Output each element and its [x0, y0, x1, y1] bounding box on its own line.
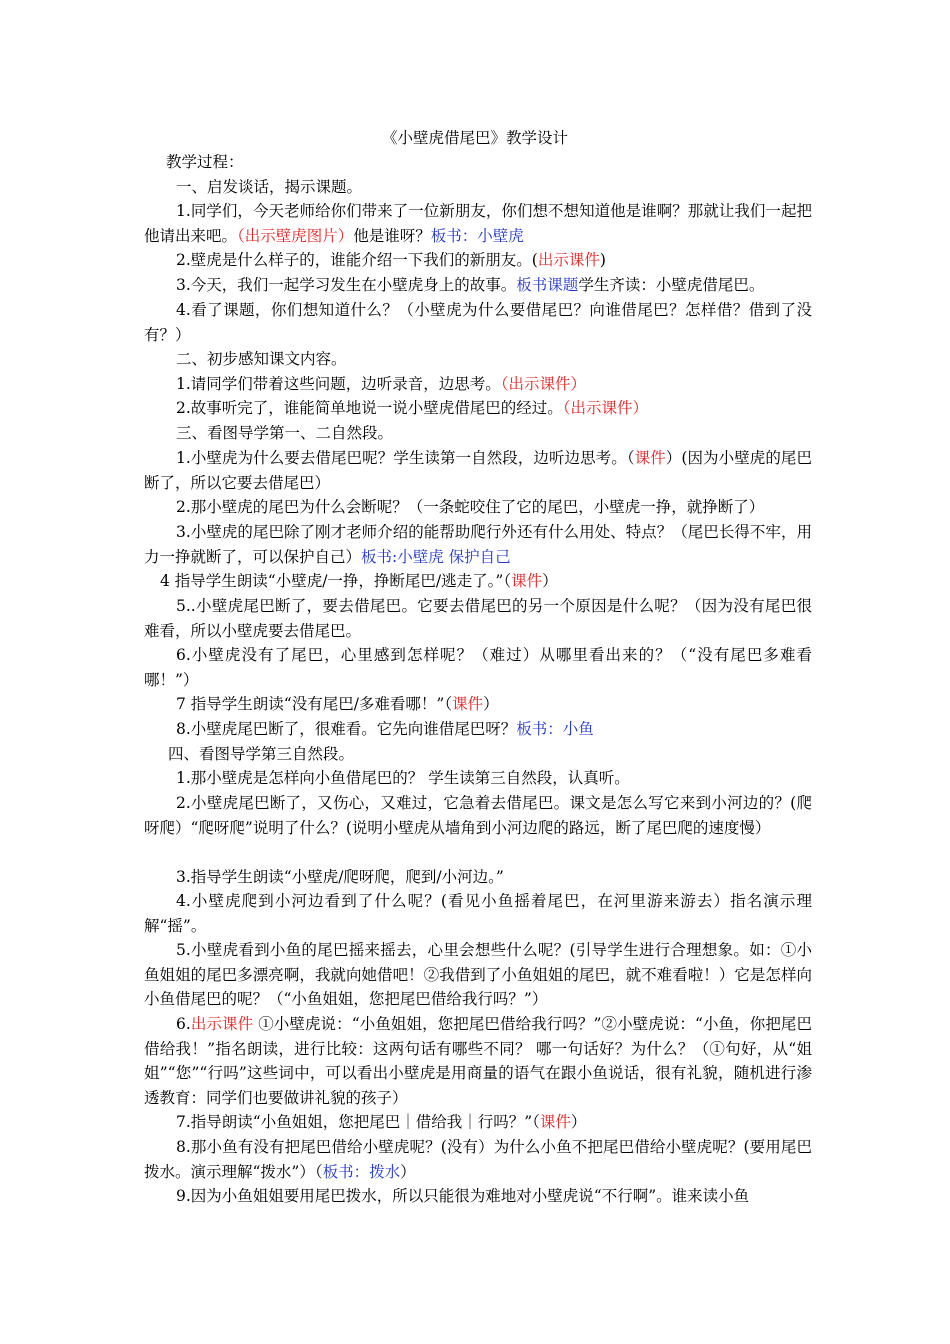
blackboard-note: 板书：小壁虎	[430, 226, 524, 245]
section-heading-3: 三、看图导学第一、二自然段。	[176, 424, 394, 442]
section-heading-1: 一、启发谈话，揭示课题。	[176, 178, 363, 196]
document-title: 《小壁虎借尾巴》教学设计	[381, 129, 568, 147]
blackboard-note: 板书:小壁虎 保护自己	[361, 547, 511, 566]
text-run: 3.今天，我们一起学习发生在小壁虎身上的故事。	[176, 276, 517, 294]
paragraph-1-3	[144, 273, 812, 298]
text-run: 1.小壁虎为什么要去借尾巴呢？学生读第一自然段，边听边思考。（	[176, 449, 635, 467]
red-annotation: 课件	[511, 572, 543, 590]
paragraph-3-4	[144, 569, 812, 594]
blackboard-note: 板书：小鱼	[516, 720, 594, 738]
paragraph-3-8	[144, 717, 812, 742]
text-run: 1.请同学们带着这些问题，边听录音，边思考。	[176, 375, 501, 393]
section-heading-4: 四、看图导学第三自然段。	[168, 745, 355, 763]
paragraph-3-1	[144, 446, 812, 495]
text-run: )	[599, 251, 606, 269]
process-heading: 教学过程：	[166, 153, 244, 171]
paragraph-2-2	[144, 396, 812, 421]
text-run: 7.指导朗读“小鱼姐姐，您把尾巴｜借给我｜行吗？”（	[176, 1113, 540, 1131]
paragraph-1-2	[144, 248, 812, 273]
paragraph-1-1	[144, 199, 812, 248]
section-heading-2: 二、初步感知课文内容。	[176, 350, 347, 368]
text-run: 7 指导学生朗读“没有尾巴/多难看哪！”（	[176, 695, 453, 713]
text-run: 8.那小鱼有没有把尾巴借给小壁虎呢？(没有）为什么小鱼不把尾巴借给小壁虎呢？(要用尾巴拨水。演示理解“拨水”）（	[144, 1138, 812, 1181]
paragraph-4-8	[144, 1135, 812, 1184]
paragraph-4-1: 1.那小壁虎是怎样向小鱼借尾巴的？ 学生读第三自然段，认真听。	[176, 769, 630, 787]
paragraph-3-5: 5..小壁虎尾巴断了，要去借尾巴。它要去借尾巴的另一个原因是什么呢？（因为没有尾巴很难看，所以小壁虎要去借尾巴。	[144, 597, 812, 640]
red-annotation: （出示课件）	[500, 375, 587, 393]
paragraph-4-3: 3.指导学生朗读“小壁虎/爬呀爬，爬到/小河边。”	[176, 868, 504, 886]
red-annotation: （出示壁虎图片）	[237, 226, 354, 245]
text-run: ）	[483, 695, 499, 713]
red-annotation: 课件	[452, 695, 484, 713]
paragraph-3-2: 2.那小壁虎的尾巴为什么会断呢？（一条蛇咬住了它的尾巴，小壁虎一挣，就挣断了）	[176, 498, 765, 516]
paragraph-4-9: 9.因为小鱼姐姐要用尾巴拨水，所以只能很为难地对小壁虎说“不行啊”。谁来读小鱼	[176, 1187, 750, 1205]
red-annotation: 课件	[634, 449, 666, 467]
text-run: 3.小壁虎的尾巴除了刚才老师介绍的能帮助爬行外还有什么用处、特点？（尾巴长得不牢，用力一挣就断了，可以保护自己）	[144, 523, 812, 566]
paragraph-4-5: 5.小壁虎看到小鱼的尾巴摇来摇去，心里会想些什么呢？(引导学生进行合理想象。如：①小鱼姐姐的尾巴多漂亮啊，我就向她借吧！②我借到了小鱼姐姐的尾巴，就不难看啦！）它是怎样向小鱼借尾巴的呢？（“小鱼姐姐，您把尾巴借给我行吗？”）	[144, 941, 812, 1008]
paragraph-3-3	[144, 520, 812, 569]
text-run: ①小壁虎说：“小鱼姐姐，您把尾巴借给我行吗？”②小壁虎说：“小鱼，你把尾巴借给我！”指名朗读，进行比较：这两句话有哪些不同？ 哪一句话好？为什么？（①句好，从“姐姐”“您”“行吗”这些词中，可以看出小壁虎是用商量的语气在跟小鱼说话，很有礼貌，随机进行渗透教育：同学们也要做讲礼貌的孩子）	[144, 1015, 812, 1107]
paragraph-2-1	[144, 372, 812, 397]
paragraph-4-7	[144, 1110, 812, 1135]
text-run: 他是谁呀？	[353, 226, 431, 245]
text-run: ）	[570, 1113, 587, 1131]
text-run: 2.壁虎是什么样子的，谁能介绍一下我们的新朋友。(	[176, 251, 538, 269]
text-run: ）(因为小壁虎的尾巴断了，所以它要去借尾巴）	[144, 449, 812, 492]
text-run: 8.小壁虎尾巴断了，很难看。它先向谁借尾巴呀？	[176, 720, 517, 738]
paragraph-3-6: 6.小壁虎没有了尾巴，心里感到怎样呢？（难过）从哪里看出来的？（“没有尾巴多难看哪！”）	[144, 646, 812, 689]
paragraph-4-4: 4.小壁虎爬到小河边看到了什么呢？(看见小鱼摇着尾巴，在河里游来游去）指名演示理解“摇”。	[144, 892, 812, 935]
text-run: 学生齐读：小壁虎借尾巴。	[578, 276, 765, 294]
text-run: 2.故事听完了，谁能简单地说一说小壁虎借尾巴的经过。	[176, 399, 563, 417]
text-run: ）	[400, 1162, 416, 1181]
text-run: 1.同学们，今天老师给你们带来了一位新朋友，你们想不想知道他是谁啊？那就让我们一起把他请出来吧。	[144, 202, 812, 245]
red-annotation: 出示课件	[190, 1015, 254, 1033]
text-run: 6.	[176, 1015, 191, 1033]
paragraph-3-7	[144, 692, 812, 717]
blackboard-note: 板书：拨水	[322, 1162, 401, 1181]
paragraph-4-6	[144, 1012, 812, 1110]
blackboard-note: 板书课题	[516, 276, 579, 294]
red-annotation: 出示课件	[537, 251, 600, 269]
paragraph-1-4: 4.看了课题，你们想知道什么？（小壁虎为什么要借尾巴？向谁借尾巴？怎样借？借到了没有？）	[144, 301, 812, 344]
red-annotation: 课件	[539, 1113, 571, 1131]
text-run: ）	[542, 572, 558, 590]
red-annotation: （出示课件）	[562, 399, 649, 417]
paragraph-4-2: 2.小壁虎尾巴断了，又伤心，又难过，它急着去借尾巴。课文是怎么写它来到小河边的？(爬呀爬）“爬呀爬”说明了什么？(说明小壁虎从墙角到小河边爬的路远，断了尾巴爬的速度慢）	[144, 794, 812, 837]
text-run: 4 指导学生朗读“小壁虎/一挣，挣断尾巴/逃走了。”（	[160, 572, 512, 590]
